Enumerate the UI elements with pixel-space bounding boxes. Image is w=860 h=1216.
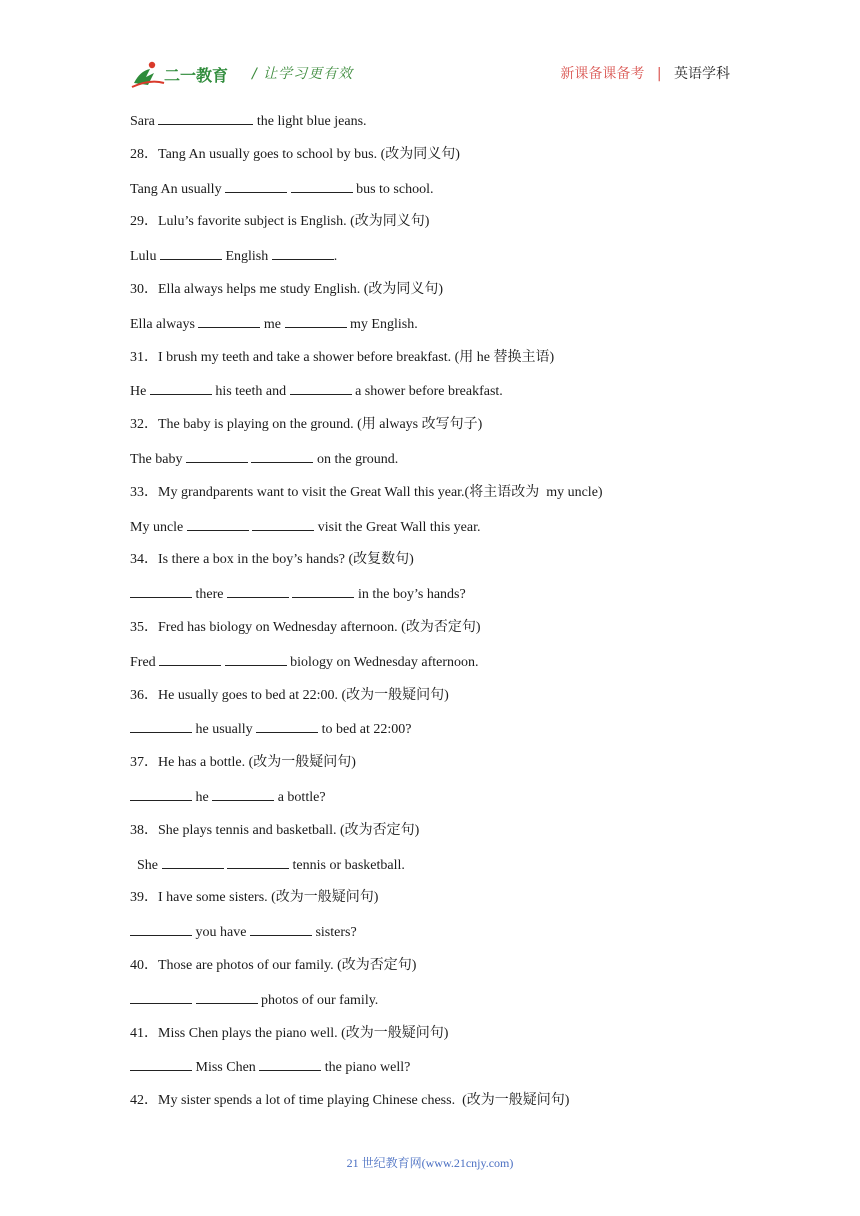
answer-line bbox=[130, 314, 750, 348]
subject-label: 英语学科 bbox=[674, 66, 730, 82]
answer-line bbox=[130, 855, 750, 889]
question-line bbox=[130, 348, 750, 382]
slogan: / 让学习更有效 bbox=[252, 66, 354, 82]
line-text: a bottle? bbox=[274, 789, 326, 805]
answer-line bbox=[130, 922, 750, 956]
line-text: 31．I brush my teeth and take a shower before breakfast. (用 he 替换主语) bbox=[130, 349, 555, 365]
answer-blank[interactable] bbox=[252, 517, 314, 531]
line-text: biology on Wednesday afternoon. bbox=[286, 654, 479, 670]
answer-blank[interactable] bbox=[130, 584, 192, 598]
question-line bbox=[130, 888, 750, 922]
line-text: 41．Miss Chen plays the piano well. (改为一般疑问句) bbox=[130, 1025, 449, 1041]
line-text: he usually bbox=[192, 722, 257, 738]
line-text: his teeth and bbox=[211, 384, 290, 400]
answer-line bbox=[130, 787, 750, 821]
course-label: 新课备课备考 bbox=[560, 66, 645, 82]
answer-blank[interactable] bbox=[130, 719, 192, 733]
line-text: on the ground. bbox=[313, 451, 399, 467]
question-line bbox=[130, 821, 750, 855]
question-line bbox=[130, 145, 750, 179]
answer-blank[interactable] bbox=[256, 719, 318, 733]
answer-blank[interactable] bbox=[186, 449, 248, 463]
line-text: he bbox=[192, 789, 213, 805]
line-text: 29．Lulu’s favorite subject is English. (改为同义句) bbox=[130, 214, 430, 230]
line-text: 35．Fred has biology on Wednesday afternoon. (改为否定句) bbox=[130, 619, 481, 635]
answer-blank[interactable] bbox=[150, 381, 212, 395]
line-text: Fred bbox=[130, 654, 160, 670]
answer-blank[interactable] bbox=[227, 855, 289, 869]
header-separator: | bbox=[656, 66, 662, 82]
line-text: Tang An usually bbox=[130, 181, 226, 197]
answer-line bbox=[130, 449, 750, 483]
answer-blank[interactable] bbox=[159, 652, 221, 666]
line-text: visit the Great Wall this year. bbox=[314, 519, 481, 535]
line-text: 36．He usually goes to bed at 22:00. (改为一般疑问句) bbox=[130, 687, 449, 703]
answer-blank[interactable] bbox=[225, 652, 287, 666]
line-text: My uncle bbox=[130, 519, 187, 535]
answer-line bbox=[130, 381, 750, 415]
question-line bbox=[130, 1091, 750, 1125]
answer-blank[interactable] bbox=[225, 179, 287, 193]
answer-blank[interactable] bbox=[160, 246, 222, 260]
answer-blank[interactable] bbox=[291, 179, 353, 193]
answer-blank[interactable] bbox=[290, 381, 352, 395]
line-text: tennis or basketball. bbox=[289, 857, 405, 873]
line-text: Lulu bbox=[130, 249, 160, 265]
line-text: 34．Is there a box in the boy’s hands? (改复数句) bbox=[130, 552, 414, 568]
answer-blank[interactable] bbox=[130, 922, 192, 936]
line-text: bus to school. bbox=[352, 181, 434, 197]
page-header bbox=[130, 55, 730, 95]
answer-blank[interactable] bbox=[259, 1057, 321, 1071]
answer-line bbox=[130, 111, 750, 145]
line-text: 28．Tang An usually goes to school by bus. (改为同义句) bbox=[130, 146, 460, 162]
line-text: sisters? bbox=[311, 925, 357, 941]
page-footer: 21 世纪教育网(www.21cnjy.com) bbox=[346, 1156, 514, 1170]
line-text: English bbox=[221, 249, 272, 265]
answer-blank[interactable] bbox=[187, 517, 249, 531]
answer-blank[interactable] bbox=[250, 922, 312, 936]
answer-blank[interactable] bbox=[198, 314, 260, 328]
line-text: 40．Those are photos of our family. (改为否定句) bbox=[130, 957, 417, 973]
question-line bbox=[130, 212, 750, 246]
answer-line bbox=[130, 990, 750, 1024]
line-text: She bbox=[130, 857, 162, 873]
line-text: 32．The baby is playing on the ground. (用 always 改写句子) bbox=[130, 417, 483, 433]
question-line bbox=[130, 483, 750, 517]
answer-blank[interactable] bbox=[158, 111, 253, 125]
question-line bbox=[130, 415, 750, 449]
line-text: 37．He has a bottle. (改为一般疑问句) bbox=[130, 755, 356, 771]
answer-line bbox=[130, 246, 750, 280]
question-line bbox=[130, 618, 750, 652]
line-text: there bbox=[192, 587, 227, 603]
line-text: the piano well? bbox=[321, 1060, 411, 1076]
answer-blank[interactable] bbox=[285, 314, 347, 328]
answer-blank[interactable] bbox=[196, 990, 258, 1004]
line-text: photos of our family. bbox=[257, 992, 379, 1008]
answer-blank[interactable] bbox=[130, 1057, 192, 1071]
line-text: me bbox=[260, 316, 285, 332]
line-text: 39．I have some sisters. (改为一般疑问句) bbox=[130, 890, 379, 906]
line-text: 38．She plays tennis and basketball. (改为否定句) bbox=[130, 822, 420, 838]
line-text: 30．Ella always helps me study English. (改为同义句) bbox=[130, 281, 444, 297]
line-text: to bed at 22:00? bbox=[318, 722, 412, 738]
question-line bbox=[130, 753, 750, 787]
line-text: in the boy’s hands? bbox=[354, 587, 466, 603]
line-text: . bbox=[333, 249, 338, 265]
line-text: my English. bbox=[346, 316, 418, 332]
answer-line bbox=[130, 719, 750, 753]
brand-logo bbox=[130, 57, 242, 91]
exercise-list bbox=[130, 111, 750, 1125]
logo-text: 二一教育 bbox=[164, 66, 229, 85]
answer-line bbox=[130, 517, 750, 551]
line-text: Sara bbox=[130, 114, 159, 129]
question-line bbox=[130, 280, 750, 314]
header-right bbox=[560, 63, 730, 83]
answer-line bbox=[130, 1057, 750, 1091]
line-text: the light blue jeans. bbox=[253, 114, 367, 129]
answer-blank[interactable] bbox=[162, 855, 224, 869]
answer-blank[interactable] bbox=[130, 990, 192, 1004]
question-line bbox=[130, 1024, 750, 1058]
question-line bbox=[130, 686, 750, 720]
line-text: The baby bbox=[130, 451, 186, 467]
line-text: you have bbox=[192, 925, 250, 941]
line-text: 33．My grandparents want to visit the Great Wall this year.(将主语改为 my uncle) bbox=[130, 484, 603, 500]
line-text: Ella always bbox=[130, 316, 199, 332]
line-text: a shower before breakfast. bbox=[351, 384, 503, 400]
answer-line bbox=[130, 179, 750, 213]
answer-line bbox=[130, 584, 750, 618]
line-text: Miss Chen bbox=[192, 1060, 260, 1076]
question-line bbox=[130, 956, 750, 990]
line-text: 42．My sister spends a lot of time playing Chinese chess. (改为一般疑问句) bbox=[130, 1093, 570, 1109]
answer-blank[interactable] bbox=[292, 584, 354, 598]
answer-blank[interactable] bbox=[251, 449, 313, 463]
question-line bbox=[130, 550, 750, 584]
answer-blank[interactable] bbox=[272, 246, 334, 260]
answer-blank[interactable] bbox=[212, 787, 274, 801]
line-text: He bbox=[130, 384, 150, 400]
answer-blank[interactable] bbox=[227, 584, 289, 598]
answer-blank[interactable] bbox=[130, 787, 192, 801]
answer-line bbox=[130, 652, 750, 686]
